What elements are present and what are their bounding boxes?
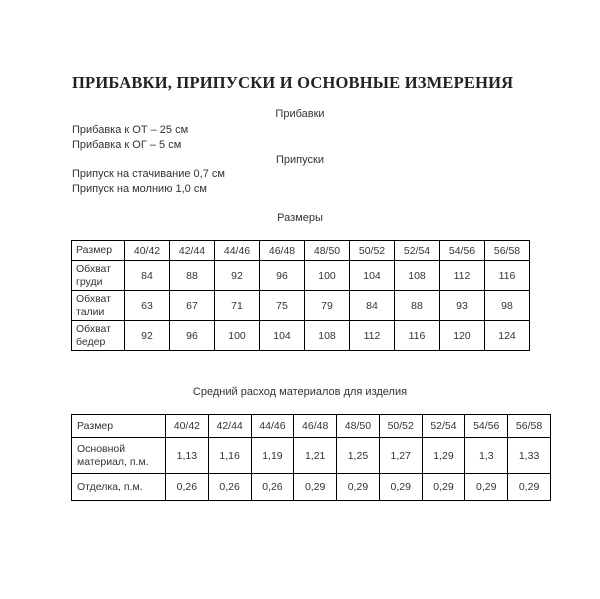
- table-cell: 120: [440, 321, 485, 351]
- row-label-line: талии: [76, 305, 105, 318]
- table-cell: 63: [125, 291, 170, 321]
- row-label-line: Обхват: [76, 292, 111, 305]
- table-header-cell: 44/46: [215, 241, 260, 261]
- allowances-heading: Прибавки: [275, 108, 325, 120]
- table-cell: 0,26: [166, 474, 209, 501]
- table-header-cell: 56/58: [508, 415, 551, 438]
- row-label: [72, 261, 125, 291]
- table-cell: 108: [305, 321, 350, 351]
- table-cell: 112: [350, 321, 395, 351]
- table-cell: 92: [215, 261, 260, 291]
- table-cell: 1,27: [379, 438, 422, 474]
- table-header-cell: 54/56: [440, 241, 485, 261]
- seam-allowance-line: Припуск на стачивание 0,7 см: [72, 168, 225, 180]
- seam-allowance-line: Припуск на молнию 1,0 см: [72, 183, 207, 195]
- table-header-cell: 52/54: [395, 241, 440, 261]
- table-cell: 0,29: [508, 474, 551, 501]
- table-cell: 1,16: [208, 438, 251, 474]
- row-label-line: Обхват: [76, 322, 111, 335]
- table-cell: 112: [440, 261, 485, 291]
- table-row: [72, 321, 530, 351]
- table-cell: 79: [305, 291, 350, 321]
- row-label-line: Основной: [77, 442, 126, 455]
- table-row: [72, 474, 551, 501]
- table-cell: 0,29: [465, 474, 508, 501]
- table-cell: 84: [125, 261, 170, 291]
- row-label-line: Обхват: [76, 262, 111, 275]
- table-header-cell: 56/58: [485, 241, 530, 261]
- table-cell: 98: [485, 291, 530, 321]
- table-cell: 0,26: [208, 474, 251, 501]
- page-title: ПРИБАВКИ, ПРИПУСКИ И ОСНОВНЫЕ ИЗМЕРЕНИЯ: [72, 73, 514, 92]
- table-cell: 96: [260, 261, 305, 291]
- table-cell: 1,3: [465, 438, 508, 474]
- table-cell: 1,33: [508, 438, 551, 474]
- table-cell: 96: [170, 321, 215, 351]
- table-cell: 104: [260, 321, 305, 351]
- table-cell: 0,29: [379, 474, 422, 501]
- table-header-cell: 42/44: [208, 415, 251, 438]
- row-label: [72, 321, 125, 351]
- row-label-line: материал, п.м.: [77, 455, 149, 468]
- row-label-line: груди: [76, 275, 103, 288]
- table-cell: 84: [350, 291, 395, 321]
- table-cell: 75: [260, 291, 305, 321]
- table-row: [72, 438, 551, 474]
- table-header-cell: 52/54: [422, 415, 465, 438]
- allowance-line: Прибавка к ОТ – 25 см: [72, 124, 189, 136]
- table-cell: 124: [485, 321, 530, 351]
- table-cell: 0,29: [294, 474, 337, 501]
- table-header-cell: 50/52: [350, 241, 395, 261]
- table-cell: 92: [125, 321, 170, 351]
- table-cell: 100: [215, 321, 260, 351]
- seam-allowances-heading: Припуски: [276, 154, 324, 166]
- sizes-table: [71, 240, 530, 351]
- table-cell: 71: [215, 291, 260, 321]
- table-header-cell: 54/56: [465, 415, 508, 438]
- table-cell: 1,13: [166, 438, 209, 474]
- row-label: [72, 438, 166, 474]
- table-header-cell: 44/46: [251, 415, 294, 438]
- table-cell: 88: [395, 291, 440, 321]
- table-header-cell: 42/44: [170, 241, 215, 261]
- table-cell: 116: [485, 261, 530, 291]
- table-cell: 104: [350, 261, 395, 291]
- table-header-cell: 40/42: [125, 241, 170, 261]
- table-cell: 116: [395, 321, 440, 351]
- table-cell: 100: [305, 261, 350, 291]
- table-cell: 0,26: [251, 474, 294, 501]
- table-header-cell: 46/48: [294, 415, 337, 438]
- row-label-line: бедер: [76, 335, 106, 348]
- table-header-cell: Размер: [72, 415, 166, 438]
- table-header-cell: 50/52: [379, 415, 422, 438]
- table-cell: 67: [170, 291, 215, 321]
- table-row: [72, 261, 530, 291]
- table-cell: 0,29: [337, 474, 380, 501]
- consumption-table: [71, 414, 551, 501]
- table-cell: 108: [395, 261, 440, 291]
- table-cell: 1,21: [294, 438, 337, 474]
- allowance-line: Прибавка к ОГ – 5 см: [72, 139, 182, 151]
- table-row: [72, 291, 530, 321]
- table-header-cell: 48/50: [337, 415, 380, 438]
- table-cell: 88: [170, 261, 215, 291]
- table-header-row: [72, 241, 530, 261]
- table-header-cell: 40/42: [166, 415, 209, 438]
- consumption-heading: Средний расход материалов для изделия: [192, 386, 408, 398]
- table-header-cell: 46/48: [260, 241, 305, 261]
- table-cell: 1,19: [251, 438, 294, 474]
- row-label: [72, 291, 125, 321]
- table-cell: 1,29: [422, 438, 465, 474]
- table-cell: 1,25: [337, 438, 380, 474]
- row-label: Отделка, п.м.: [72, 474, 166, 501]
- table-cell: 0,29: [422, 474, 465, 501]
- sizes-heading: Размеры: [277, 212, 323, 224]
- table-header-row: [72, 415, 551, 438]
- table-header-cell: 48/50: [305, 241, 350, 261]
- table-cell: 93: [440, 291, 485, 321]
- table-header-cell: Размер: [72, 241, 125, 261]
